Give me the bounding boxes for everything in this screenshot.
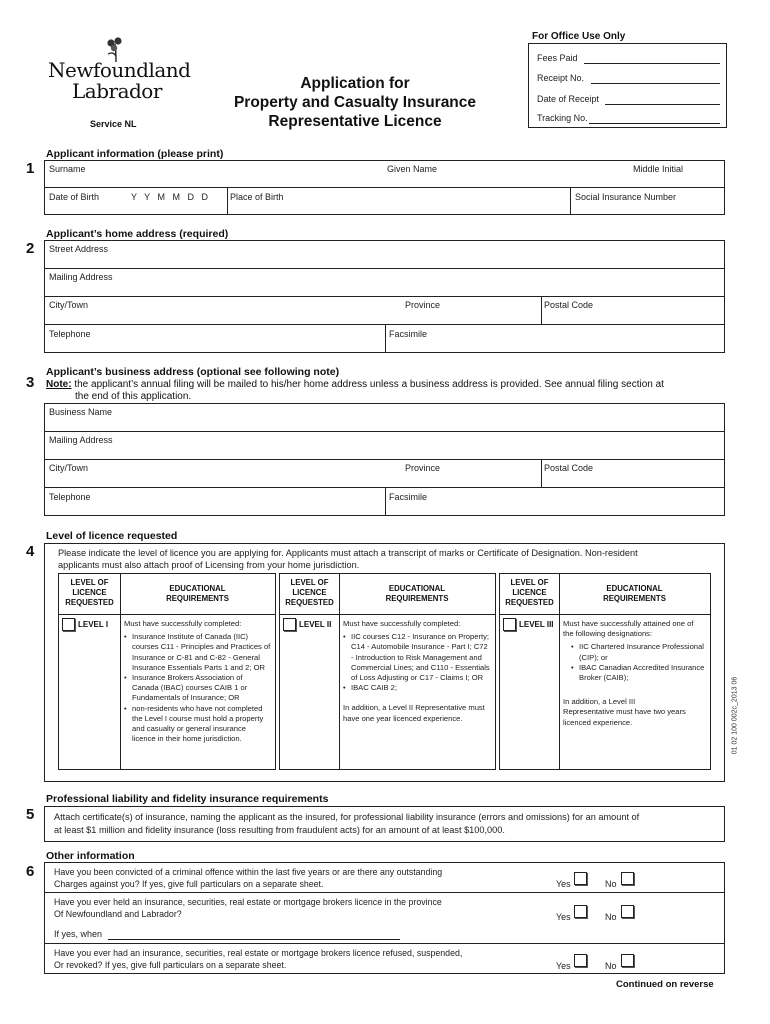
- applicant-info-box: [44, 160, 725, 215]
- section-5-title: Professional liability and fidelity insurance requirements: [46, 793, 329, 805]
- level2-header-cell: [279, 573, 340, 615]
- form-title: [215, 74, 495, 131]
- level3-item: • IBAC Canadian Accredited Insurance Broker (CAIB);: [579, 663, 706, 683]
- street-address-label: Street Address: [49, 244, 109, 254]
- level3-header-cell: [499, 573, 560, 615]
- level3-item: • IIC Chartered Insurance Professional (CIP); or: [579, 642, 706, 662]
- logo-labrador: Labrador: [72, 79, 162, 103]
- date-of-birth-field[interactable]: [45, 188, 228, 214]
- question-1-line-2: Charges against you? If yes, give full particulars on a separate sheet.: [54, 879, 324, 889]
- level1-checkbox[interactable]: [62, 618, 75, 631]
- level2-list: [343, 632, 491, 693]
- date-of-receipt-line[interactable]: [605, 104, 720, 105]
- level3-col-level: LEVEL OF LICENCE REQUESTED: [505, 578, 554, 607]
- insurance-text: [54, 811, 639, 837]
- logo: [48, 36, 191, 106]
- title-line-2: Property and Casualty Insurance: [233, 94, 477, 111]
- given-name-label: Given Name: [387, 164, 438, 174]
- insurance-requirements-box: [44, 806, 725, 842]
- city-field[interactable]: [45, 297, 542, 325]
- section-6-title: Other information: [46, 850, 135, 862]
- level3-label: LEVEL III: [519, 620, 554, 629]
- level1-col-level: LEVEL OF LICENCE REQUESTED: [65, 578, 114, 607]
- question-2-text: [54, 896, 442, 920]
- date-of-birth-label: Date of Birth: [49, 192, 100, 202]
- province-label: Province: [405, 300, 441, 310]
- q1-yes-label: Yes: [556, 879, 571, 889]
- insurance-text-1: Attach certificate(s) of insurance, naming the applicant as the insured, for professional liability insurance (errors and omissions) for an amount of: [54, 812, 640, 822]
- level2-checkbox[interactable]: [283, 618, 296, 631]
- business-facsimile-label: Facsimile: [389, 492, 428, 502]
- facsimile-label: Facsimile: [389, 329, 428, 339]
- level1-list: [124, 632, 271, 744]
- level2-item: • IIC courses C12 - Insurance on Property; C14 - Automobile Insurance - Part I; C72 - Introduction to Risk Management and Commercial Lines; and C110 - Essentials of Loss Adjusting or C17 - Claims I; OR: [351, 632, 491, 683]
- level3-checkbox[interactable]: [503, 618, 516, 631]
- section-6-number: 6: [26, 863, 35, 880]
- question-1-line-1: Have you been convicted of a criminal offence within the last five years or are there any outstanding: [54, 867, 443, 877]
- business-mailing-field[interactable]: [45, 432, 724, 460]
- question-3-line-1: Have you ever had an insurance, securities, real estate or mortgage brokers licence refused, suspended,: [54, 948, 463, 958]
- licence-intro-2: applicants must also attach proof of Licensing from your home jurisdiction.: [58, 560, 360, 570]
- business-telephone-label: Telephone: [49, 492, 91, 502]
- q2-yes-label: Yes: [556, 912, 571, 922]
- level2-tail: In addition, a Level II Representative must have one year licenced experience.: [343, 703, 485, 723]
- section-3-number: 3: [26, 374, 35, 391]
- business-mailing-label: Mailing Address: [49, 435, 113, 445]
- business-postal-field[interactable]: [542, 460, 724, 488]
- facsimile-field[interactable]: [386, 325, 724, 352]
- insurance-text-2: at least $1 million and fidelity insurance (loss resulting from fraudulent acts) for an amount of at least $100,000.: [54, 825, 505, 835]
- level3-list: [563, 642, 706, 683]
- q1-no-checkbox[interactable]: [621, 872, 634, 885]
- question-2-line-2: Of Newfoundland and Labrador?: [54, 909, 182, 919]
- q3-no-checkbox[interactable]: [621, 954, 634, 967]
- date-of-receipt-label: Date of Receipt: [537, 94, 600, 104]
- surname-field[interactable]: [45, 161, 724, 188]
- place-of-birth-field[interactable]: [228, 188, 571, 214]
- business-address-box: [44, 403, 725, 516]
- level3-col-edu: EDUCATIONAL REQUIREMENTS: [603, 584, 666, 603]
- section-3-note: [46, 379, 664, 403]
- street-address-field[interactable]: [45, 241, 724, 269]
- middle-initial-label: Middle Initial: [633, 164, 684, 174]
- sin-field[interactable]: [571, 188, 724, 214]
- business-name-label: Business Name: [49, 407, 113, 417]
- receipt-no-label: Receipt No.: [537, 73, 585, 83]
- q3-yes-checkbox[interactable]: [574, 954, 587, 967]
- section-1-title: Applicant information (please print): [46, 148, 224, 160]
- level1-checkbox-cell: [58, 614, 121, 770]
- tracking-no-label: Tracking No.: [537, 113, 588, 123]
- section-3-title: Applicant’s business address (optional see following note): [46, 366, 340, 378]
- q1-yes-checkbox[interactable]: [574, 872, 587, 885]
- question-3: [45, 944, 724, 973]
- level1-header-cell: [58, 573, 121, 615]
- office-use-title: For Office Use Only: [532, 31, 626, 42]
- level2-col-edu: EDUCATIONAL REQUIREMENTS: [385, 584, 449, 603]
- postal-code-label: Postal Code: [544, 300, 594, 310]
- tracking-no-line[interactable]: [589, 123, 720, 124]
- level3-requirements: [559, 614, 711, 770]
- level1-col-edu: EDUCATIONAL REQUIREMENTS: [166, 584, 229, 603]
- city-label: City/Town: [49, 300, 89, 310]
- question-1-text: [54, 866, 442, 890]
- q2-no-checkbox[interactable]: [621, 905, 634, 918]
- section-2-title: Applicant’s home address (required): [46, 228, 229, 240]
- surname-label: Surname: [49, 164, 86, 174]
- section-4-title: Level of licence requested: [46, 530, 178, 542]
- level3-lead: Must have successfully attained one of the following designations:: [563, 619, 694, 639]
- fees-paid-label: Fees Paid: [537, 53, 578, 63]
- section-4-number: 4: [26, 543, 35, 560]
- title-line-1: Application for: [300, 75, 410, 92]
- level1-label: LEVEL I: [78, 620, 109, 629]
- level1-item: • Insurance Brokers Association of Canada (IBAC) courses CAIB 1 or Fundamentals of Insurance; OR: [132, 673, 271, 704]
- postal-code-field[interactable]: [542, 297, 724, 325]
- licence-intro: [58, 547, 638, 571]
- form-code: 01 02 100 002c_2013 06: [731, 676, 739, 755]
- receipt-no-line[interactable]: [591, 83, 720, 84]
- business-postal-label: Postal Code: [544, 463, 594, 473]
- fees-paid-line[interactable]: [584, 63, 720, 64]
- section-5-number: 5: [26, 806, 35, 823]
- telephone-field[interactable]: [45, 325, 386, 352]
- question-3-line-2: Or revoked? If yes, give full particulars on a separate sheet.: [54, 960, 287, 970]
- sin-label: Social Insurance Number: [575, 192, 677, 202]
- level2-checkbox-cell: [279, 614, 340, 770]
- licence-intro-1: Please indicate the level of licence you are applying for. Applicants must attach a transcript of marks or Certificate of Designation. Non-resident: [58, 548, 638, 558]
- q2-yes-checkbox[interactable]: [574, 905, 587, 918]
- level1-item: • non-residents who have not completed the Level I course must hold a property and casualty or general insurance licence in their home jurisdiction.: [132, 704, 271, 745]
- note-text: the applicant’s annual filing will be mailed to his/her home address unless a business address is provided. See annual filing section at: [71, 379, 664, 390]
- q1-no-label: No: [605, 879, 617, 889]
- level1-edu-header-cell: [120, 573, 276, 615]
- question-2: [45, 893, 724, 944]
- level2-requirements: [339, 614, 496, 770]
- note-label: Note:: [46, 379, 72, 390]
- level3-tail: In addition, a Level III Representative must have two years licenced experience.: [563, 697, 686, 727]
- mailing-address-label: Mailing Address: [49, 272, 113, 282]
- business-facsimile-field[interactable]: [386, 488, 724, 515]
- question-3-text: [54, 947, 462, 971]
- level2-label: LEVEL II: [299, 620, 332, 629]
- mailing-address-field[interactable]: [45, 269, 724, 297]
- other-info-box: [44, 862, 725, 974]
- question-1: [45, 863, 724, 893]
- section-2-number: 2: [26, 240, 35, 257]
- level1-lead: Must have successfully completed:: [124, 619, 242, 628]
- level1-item: • Insurance Institute of Canada (IIC) courses C11 - Principles and Practices of Insurance or C-81 and C-82 - General Insurance Essentials Parts 1 and 2; OR: [132, 632, 271, 673]
- if-yes-when-label: If yes, when: [54, 929, 103, 939]
- service-nl: Service NL: [90, 119, 137, 129]
- logo-newfoundland: Newfoundland: [48, 58, 191, 82]
- section-1-number: 1: [26, 160, 35, 177]
- business-city-field[interactable]: [45, 460, 542, 488]
- title-line-3: Representative Licence: [268, 113, 442, 130]
- business-telephone-field[interactable]: [45, 488, 386, 515]
- business-city-label: City/Town: [49, 463, 89, 473]
- telephone-label: Telephone: [49, 329, 91, 339]
- if-yes-when-line[interactable]: [108, 939, 400, 940]
- level2-edu-header-cell: [339, 573, 496, 615]
- licence-level-box: [44, 543, 725, 782]
- level3-checkbox-cell: [499, 614, 560, 770]
- q3-no-label: No: [605, 961, 617, 971]
- continued-on-reverse: Continued on reverse: [616, 979, 714, 990]
- q2-no-label: No: [605, 912, 617, 922]
- level2-item: • IBAC CAIB 2;: [351, 683, 491, 693]
- business-province-label: Province: [405, 463, 441, 473]
- question-2-line-1: Have you ever held an insurance, securities, real estate or mortgage brokers licence in the province: [54, 897, 442, 907]
- level2-lead: Must have successfully completed:: [343, 619, 461, 628]
- home-address-box: [44, 240, 725, 353]
- level1-requirements: [120, 614, 276, 770]
- level2-col-level: LEVEL OF LICENCE REQUESTED: [285, 578, 334, 607]
- note-text-2: the end of this application.: [75, 391, 192, 402]
- place-of-birth-label: Place of Birth: [230, 192, 284, 202]
- office-use-box: [528, 43, 727, 128]
- q3-yes-label: Yes: [556, 961, 571, 971]
- level3-edu-header-cell: [559, 573, 711, 615]
- date-of-birth-format: Y Y M M D D: [131, 192, 209, 202]
- business-name-field[interactable]: [45, 404, 724, 432]
